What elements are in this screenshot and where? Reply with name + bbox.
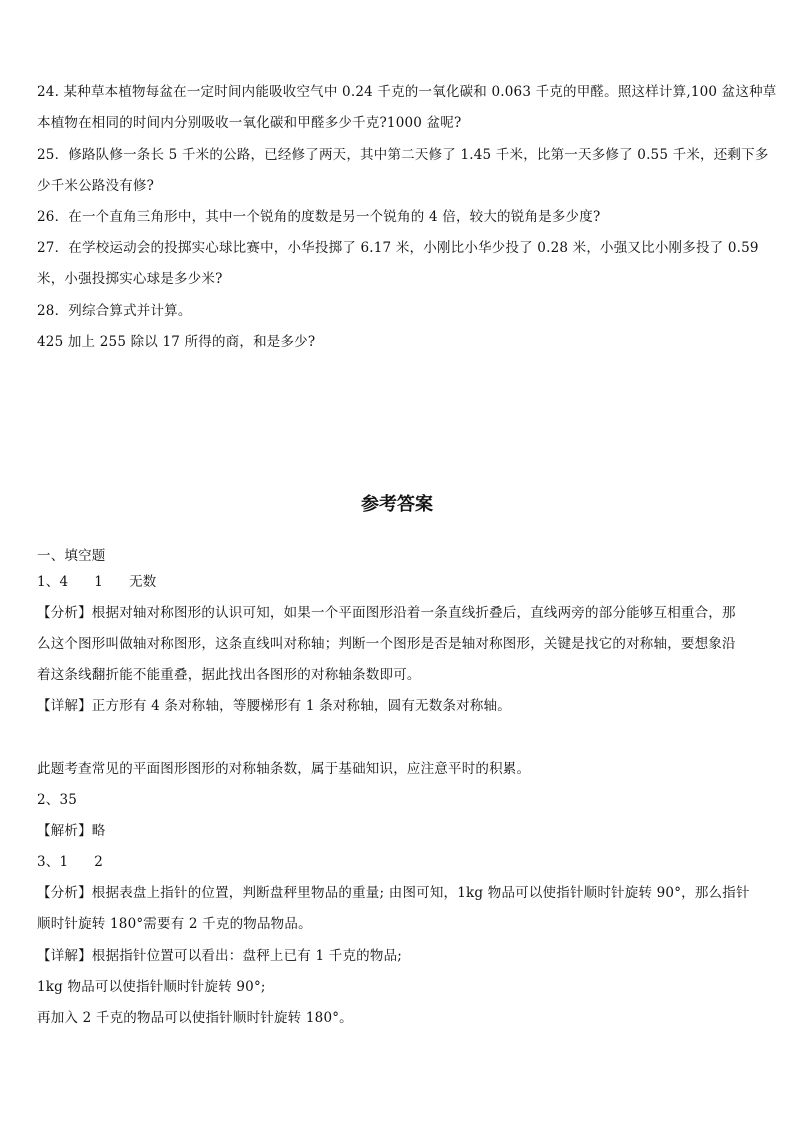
question-25-line-1: 25．修路队修一条长 5 千米的公路，已经修了两天，其中第二天修了 1.45 千米，比第一天多修了 0.55 千米，还剩下多: [37, 147, 769, 163]
question-27-line-1: 27．在学校运动会的投掷实心球比赛中，小华投掷了 6.17 米，小刚比小华少投了 0.28 米，小强又比小刚多投了 0.59: [37, 240, 759, 256]
answer-1-number: 1、4: [37, 574, 69, 590]
answer-title: 参考答案: [361, 494, 433, 515]
answer-3-value-2: 2: [94, 854, 104, 870]
question-28-line-2: 425 加上 255 除以 17 所得的商，和是多少?: [37, 334, 316, 350]
answer-3-detail-line-1: 【详解】根据指针位置可以看出：盘秤上已有 1 千克的物品;: [37, 948, 403, 964]
section-heading: 一、填空题: [37, 548, 106, 564]
answer-3-detail-line-2: 1kg 物品可以使指针顺时针旋转 90°;: [37, 979, 266, 995]
answer-2-analysis: 【解析】略: [37, 823, 106, 839]
answer-1-value-2: 1: [94, 574, 104, 590]
question-27-line-2: 米，小强投掷实心球是多少米?: [37, 271, 223, 287]
answer-3-analysis-line-1: 【分析】根据表盘上指针的位置，判断盘秤里物品的重量; 由图可知，1kg 物品可以使指针顺时针旋转 90°，那么指针: [37, 885, 750, 901]
question-25-line-2: 少千米公路没有修?: [37, 178, 155, 194]
answer-3-number: 3、1: [37, 854, 69, 870]
answer-1-analysis-line-2: 么这个图形叫做轴对称图形，这条直线叫对称轴；判断一个图形是否是轴对称图形，关键是找它的对称轴，要想象沿: [37, 636, 736, 652]
answer-3-values: [37, 852, 759, 872]
answer-1-analysis-line-3: 着这条线翻折能不能重叠，据此找出各图形的对称轴条数即可。: [37, 667, 421, 683]
question-24-line-2: 本植物在相同的时间内分别吸收一氧化碳和甲醛多少千克?1000 盆呢?: [37, 115, 462, 131]
answer-1-detail: 【详解】正方形有 4 条对称轴，等腰梯形有 1 条对称轴，圆有无数条对称轴。: [37, 698, 511, 714]
answer-1-values: [37, 572, 759, 592]
answer-1-analysis-line-1: 【分析】根据对轴对称图形的认识可知，如果一个平面图形沿着一条直线折叠后，直线两旁的部分能够互相重合，那: [37, 605, 736, 621]
answer-3-analysis-line-2: 顺时针旋转 180°需要有 2 千克的物品物品。: [37, 916, 312, 932]
answer-3-detail-line-3: 再加入 2 千克的物品可以使指针顺时针旋转 180°。: [37, 1010, 353, 1026]
question-28-line-1: 28．列综合算式并计算。: [37, 303, 192, 319]
answer-1-value-3: 无数: [129, 574, 157, 590]
answer-2-number: 2、35: [37, 792, 78, 808]
question-26: 26．在一个直角三角形中，其中一个锐角的度数是另一个锐角的 4 倍，较大的锐角是多少度?: [37, 209, 601, 225]
answer-1-note: 此题考查常见的平面图形图形的对称轴条数，属于基础知识，应注意平时的积累。: [37, 761, 531, 777]
question-24-line-1: 24. 某种草本植物每盆在一定时间内能吸收空气中 0.24 千克的一氧化碳和 0.063 千克的甲醛。照这样计算,100 盆这种草: [37, 84, 777, 100]
